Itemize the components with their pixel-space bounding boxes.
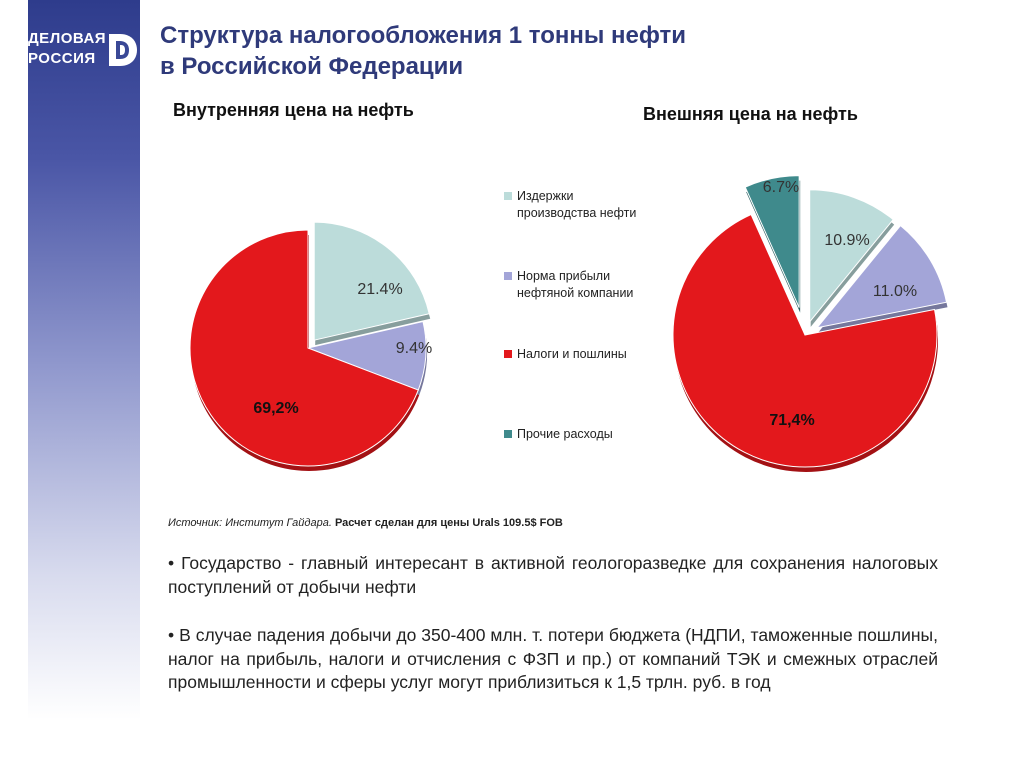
pie-data-label: 69,2% — [253, 400, 299, 418]
page-title: Структура налогообложения 1 тонны нефти в Российской Федерации — [160, 22, 687, 80]
bullet-1: • Государство - главный интересант в активной геологоразведке для сохранения налоговых поступлений от добычи нефти — [168, 553, 938, 597]
legend-item-profit — [504, 268, 647, 302]
legend-label: Издержки производства нефти — [517, 189, 637, 220]
source-bold: Расчет сделан для цены Urals 109.5$ FOB — [334, 517, 563, 529]
pie-data-label: 10.9% — [824, 232, 870, 250]
legend-swatch — [504, 350, 512, 358]
legend-label: Норма прибыли нефтяной компании — [517, 269, 634, 300]
legend-swatch — [504, 272, 512, 280]
pie-chart-export — [660, 175, 950, 475]
legend-label: Прочие расходы — [517, 427, 613, 441]
legend-item-costs — [504, 188, 647, 222]
chart-title-domestic: Внутренняя цена на нефть — [173, 100, 414, 120]
logo — [28, 28, 140, 72]
logo-d-icon — [106, 32, 138, 68]
pie-data-label: 9.4% — [395, 340, 433, 358]
pie-data-label: 11.0% — [872, 283, 918, 301]
source-note — [168, 517, 563, 529]
source-italic: Источник: Институт Гайдара. — [168, 517, 332, 529]
legend-swatch — [504, 430, 512, 438]
legend-label: Налоги и пошлины — [517, 347, 627, 361]
legend-item-other — [504, 426, 647, 443]
pie-chart-domestic — [180, 220, 450, 480]
sidebar-gradient — [28, 0, 140, 720]
legend-swatch — [504, 192, 512, 200]
bullet-2: • В случае падения добычи до 350-400 млн. т. потери бюджета (НДПИ, таможенные пошлины, налог на прибыль, налоги и отчисления с ФЗП и пр.) от компаний ТЭК и смежных отраслей промышленности и сферы услуг могут приблизиться к 1,5 трлн. руб. в год — [168, 625, 938, 692]
pie-data-label: 6.7% — [762, 179, 800, 197]
pie-data-label: 21.4% — [357, 281, 403, 299]
pie-data-label: 71,4% — [769, 412, 815, 430]
legend-item-taxes — [504, 346, 647, 363]
logo-line-2: РОССИЯ — [28, 50, 96, 67]
chart-title-export: Внешняя цена на нефть — [643, 104, 858, 124]
logo-line-1: ДЕЛОВАЯ — [28, 30, 107, 47]
